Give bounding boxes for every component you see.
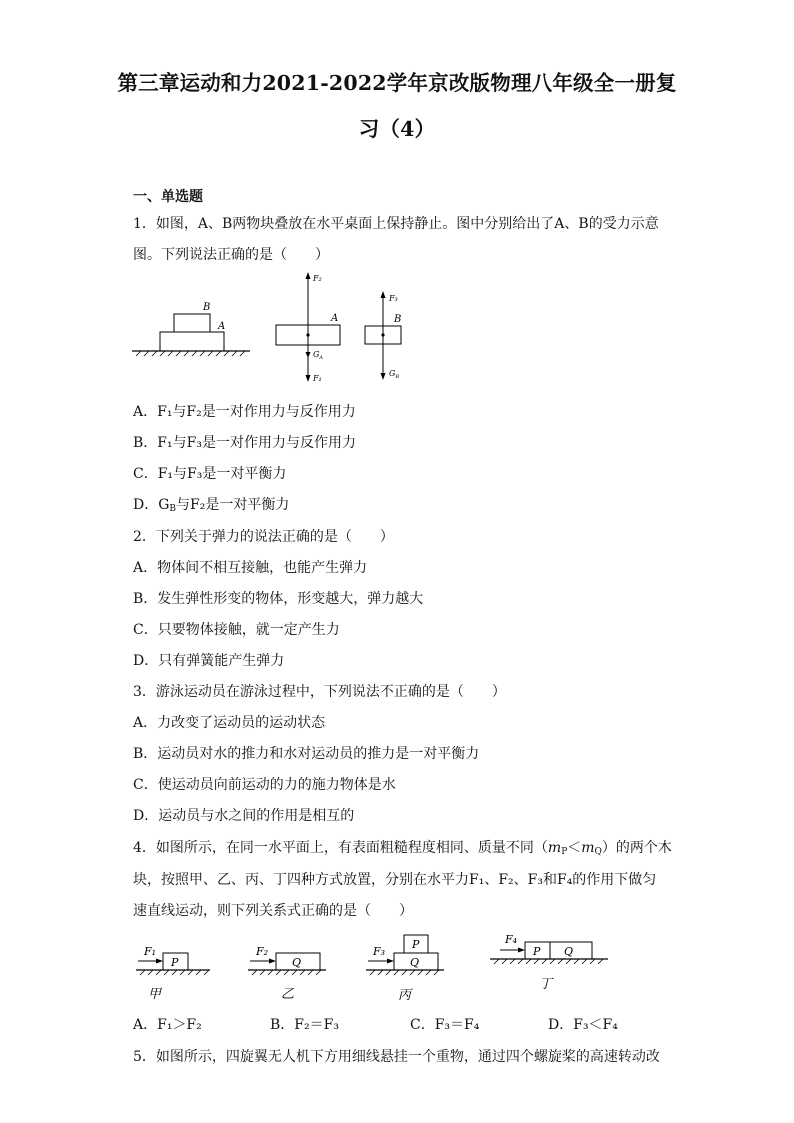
q4-fig-yi	[248, 945, 326, 1002]
q4-block-diagrams	[130, 924, 620, 1004]
q2-option-c: C．只要物体接触，就一定产生力	[133, 622, 340, 638]
q3-stem: 3．游泳运动员在游泳过程中，下列说法不正确的是（ ）	[133, 684, 506, 700]
q4-stem-line3: 速直线运动，则下列关系式正确的是（ ）	[133, 903, 413, 919]
q4-caption-ding: 丁	[539, 977, 553, 992]
doc-title-line2: 习（4）	[358, 117, 436, 141]
q4-fig-jia	[136, 945, 210, 1002]
q4-caption-bing: 丙	[398, 988, 412, 1003]
q4-label-q4: Q	[564, 945, 574, 958]
q4-label-q3: Q	[410, 956, 420, 969]
q5-stem-line1: 5．如图所示，四旋翼无人机下方用细线悬挂一个重物，通过四个螺旋桨的高速转动改	[133, 1049, 660, 1065]
q1-option-d: D．$G_B$与F₂是一对平衡力	[133, 497, 290, 514]
q1-stem-line1: 1．如图，A、B两物块叠放在水平桌面上保持静止。图中分别给出了A、B的受力示意	[133, 216, 659, 232]
q1-arrowhead-f2	[306, 272, 311, 279]
q1-force-diagram	[128, 268, 418, 388]
q1-label-f3: F₃	[389, 294, 398, 303]
q4-stem-line2: 块，按照甲、乙、丙、丁四种方式放置，分别在水平力F₁、F₂、F₃和F₄的作用下做匀	[133, 872, 657, 888]
q4-option-b: B．F₂＝F₃	[270, 1017, 339, 1033]
q1-center-dot-a	[306, 333, 309, 336]
q1-block-a	[160, 332, 224, 351]
q4-label-p3: P	[412, 938, 420, 951]
q4-label-p1: P	[171, 956, 179, 969]
q1-arrowhead-ga	[306, 352, 311, 358]
doc-title-line1: 第三章运动和力2021-2022学年京改版物理八年级全一册复	[117, 71, 677, 95]
q1-label-a2: A	[331, 313, 339, 324]
q1-label-f2: F₂	[313, 274, 322, 283]
q1-ground-hatch	[136, 351, 245, 356]
q4-option-a: A．F₁＞F₂	[133, 1017, 202, 1033]
q4-fig-bing	[366, 935, 444, 1003]
q1-label-gb: $G_B$	[389, 369, 400, 380]
q4-caption-yi: 乙	[281, 987, 295, 1002]
q1-label-b2: B	[394, 314, 402, 325]
q1-option-b: B．F₁与F₃是一对作用力与反作用力	[133, 435, 356, 451]
q1-option-a: A．F₁与F₂是一对作用力与反作用力	[133, 404, 356, 420]
q3-option-b: B．运动员对水的推力和水对运动员的推力是一对平衡力	[133, 746, 480, 762]
q1-label-ga: $G_A$	[313, 350, 324, 361]
q2-option-a: A．物体间不相互接触，也能产生弹力	[133, 560, 368, 576]
q1-arrowhead-f3	[381, 291, 386, 298]
q1-arrowhead-f1	[306, 375, 311, 382]
q1-center-dot-b	[381, 333, 384, 336]
q4-caption-jia: 甲	[148, 987, 162, 1002]
q1-stem-line2: 图。下列说法正确的是（ ）	[133, 247, 329, 263]
q1-block-b	[174, 314, 210, 332]
q4-option-c: C．F₃＝F₄	[410, 1017, 480, 1033]
q4-label-p4: P	[533, 945, 541, 958]
section-heading: 一、单选题	[133, 189, 203, 205]
q1-option-c: C．F₁与F₃是一对平衡力	[133, 466, 287, 482]
q3-option-c: C．使运动员向前运动的力的施力物体是水	[133, 777, 396, 793]
q4-fig-ding	[490, 933, 608, 992]
q4-option-d: D．F₃＜F₄	[548, 1017, 618, 1033]
q4-stem-line1: 4．如图所示，在同一水平面上，有表面粗糙程度相同、质量不同$(m_P<m_Q)$的两个木	[133, 840, 672, 857]
q2-option-b: B．发生弹性形变的物体，形变越大，弹力越大	[133, 591, 424, 607]
q1-arrowhead-gb	[381, 373, 386, 380]
q4-label-q2: Q	[292, 956, 302, 969]
q4-label-f2: F₂	[256, 945, 269, 958]
q4-label-f1: F₁	[144, 945, 157, 958]
q4-label-f3: F₃	[373, 945, 386, 958]
q1-label-a: A	[218, 321, 226, 332]
q1-label-b: B	[203, 302, 211, 313]
q2-option-d: D．只有弹簧能产生弹力	[133, 653, 285, 669]
q3-option-a: A．力改变了运动员的运动状态	[133, 715, 326, 731]
q1-label-f1: F₁	[313, 374, 322, 383]
q2-stem: 2．下列关于弹力的说法正确的是（ ）	[133, 529, 394, 545]
q4-label-f4: F₄	[505, 933, 518, 946]
q3-option-d: D．运动员与水之间的作用是相互的	[133, 808, 355, 824]
